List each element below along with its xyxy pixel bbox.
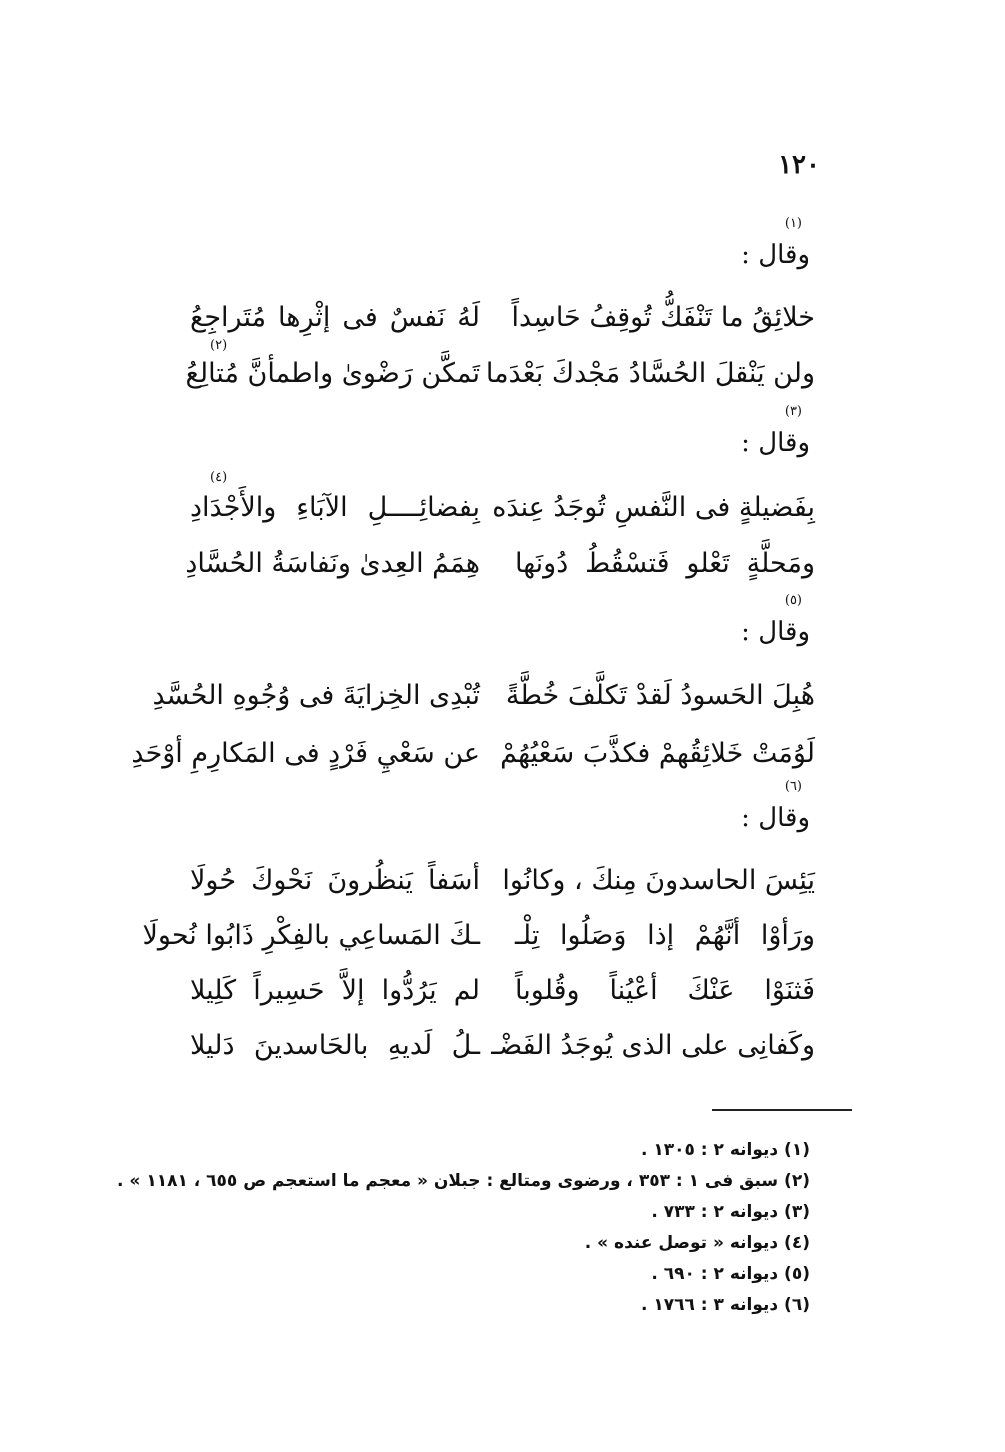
verse-first-hemistich: ومَحلَّةٍ تَعْلو فَتسْقُطُ دُونَها	[515, 548, 815, 579]
footnote-marker: (٥)	[784, 593, 802, 608]
verse-first-hemistich: هُبِلَ الحَسودُ لَقدْ تَكلَّفَ خُطَّةً	[505, 680, 815, 711]
verse-first-hemistich: ولن يَنْقلَ الحُسَّادُ مَجْدكَ بَعْدَما	[485, 358, 815, 389]
verse-line	[190, 865, 815, 909]
heading-text: وقال :	[741, 803, 810, 833]
footnote: (٤) ديوانه « توصل عنده » .	[584, 1233, 810, 1253]
verse-line	[152, 680, 815, 724]
verse-first-hemistich: فَثنَوْا عَنْكَ أعْيُناً وقُلوباً	[515, 975, 815, 1006]
verse-second-hemistich: أسَفاً يَنظُرونَ نَحْوكَ حُولَا	[190, 865, 480, 896]
footnote-marker: (٣)	[784, 404, 802, 419]
footnote-marker: (٦)	[784, 779, 802, 794]
verse-line	[142, 920, 815, 964]
verse-line	[131, 738, 815, 782]
footnote-marker: (٤)	[210, 470, 228, 485]
footnote-marker: (١)	[784, 216, 802, 231]
verse-second-hemistich: عن سَعْيِ فَرْدٍ فى المَكارِمِ أوْحَدِ	[131, 738, 480, 769]
verse-second-hemistich: ـكَ المَساعِي بالفِكْرِ ذَابُوا نُحولَا	[142, 920, 480, 951]
verse-second-hemistich: هِمَمُ العِدىٰ ونَفاسَةُ الحُسَّادِ	[185, 548, 480, 579]
heading-text: وقال :	[741, 617, 810, 647]
verse-line	[190, 975, 815, 1019]
verse-first-hemistich: لَوُمَتْ خَلائِقُهمْ فكذَّبَ سَعْيُهُمْ	[500, 738, 815, 769]
verse-line	[190, 1030, 815, 1074]
heading-text: وقال :	[741, 240, 810, 270]
footnote-marker: (٢)	[210, 338, 228, 353]
verse-first-hemistich: خلائِقُ ما تَنْفَكُّ تُوقِفُ حَاسِداً	[511, 302, 815, 333]
verse-second-hemistich: لَهُ نَفسٌ فى إثْرِها مُتَراجِعُ	[190, 302, 480, 333]
footnote: (٢) سبق فى ١ : ٣٥٣ ، ورضوى ومتالع : جبلان « معجم ما استعجم ص ٦٥٥ ، ١١٨١ » .	[117, 1171, 810, 1191]
verse-second-hemistich: ـلُ لَديهِ بالحَاسدينَ دَليلا	[190, 1030, 480, 1061]
footnote: (٥) ديوانه ٢ : ٦٩٠ .	[651, 1264, 810, 1284]
verse-first-hemistich: وكَفانِى على الذى يُوجَدُ الفَضْـ	[491, 1030, 815, 1061]
footnote: (٦) ديوانه ٣ : ١٧٦٦ .	[640, 1295, 810, 1315]
verse-second-hemistich: لم يَرُدُّوا إلاَّ حَسِيراً كَلِيلا	[190, 975, 480, 1006]
verse-first-hemistich: ورَأوْا أنَّهُمْ إذا وَصَلُوا تِلْـ	[515, 920, 815, 951]
verse-line	[190, 302, 815, 346]
footnote-separator	[712, 1109, 852, 1111]
verse-first-hemistich: بِفَضيلةٍ فى النَّفسِ تُوجَدُ عِندَه	[492, 492, 815, 523]
footnote: (١) ديوانه ٢ : ١٣٠٥ .	[640, 1140, 810, 1160]
verse-second-hemistich: تَمكَّن رَضْوىٰ واطمأنَّ مُتالِعُ	[185, 358, 480, 389]
verse-first-hemistich: يَئِسَ الحاسدونَ مِنكَ ، وكانُوا	[502, 865, 815, 896]
section-heading	[741, 404, 810, 458]
section-heading	[741, 779, 810, 833]
section-heading	[741, 216, 810, 270]
page-number: ١٢٠	[778, 150, 820, 180]
verse-line	[185, 548, 815, 592]
section-heading	[741, 593, 810, 647]
footnotes	[110, 1135, 810, 1321]
verse-line	[185, 338, 815, 402]
verse-second-hemistich: تُبْدِى الخِزايَةَ فى وُجُوهِ الحُسَّدِ	[152, 680, 480, 711]
footnote: (٣) ديوانه ٢ : ٧٣٣ .	[651, 1202, 810, 1222]
heading-text: وقال :	[741, 428, 810, 458]
verse-line	[190, 470, 815, 536]
verse-second-hemistich: بِفضائِــــلِ الآبَاءِ والأَجْدَادِ	[190, 492, 480, 523]
